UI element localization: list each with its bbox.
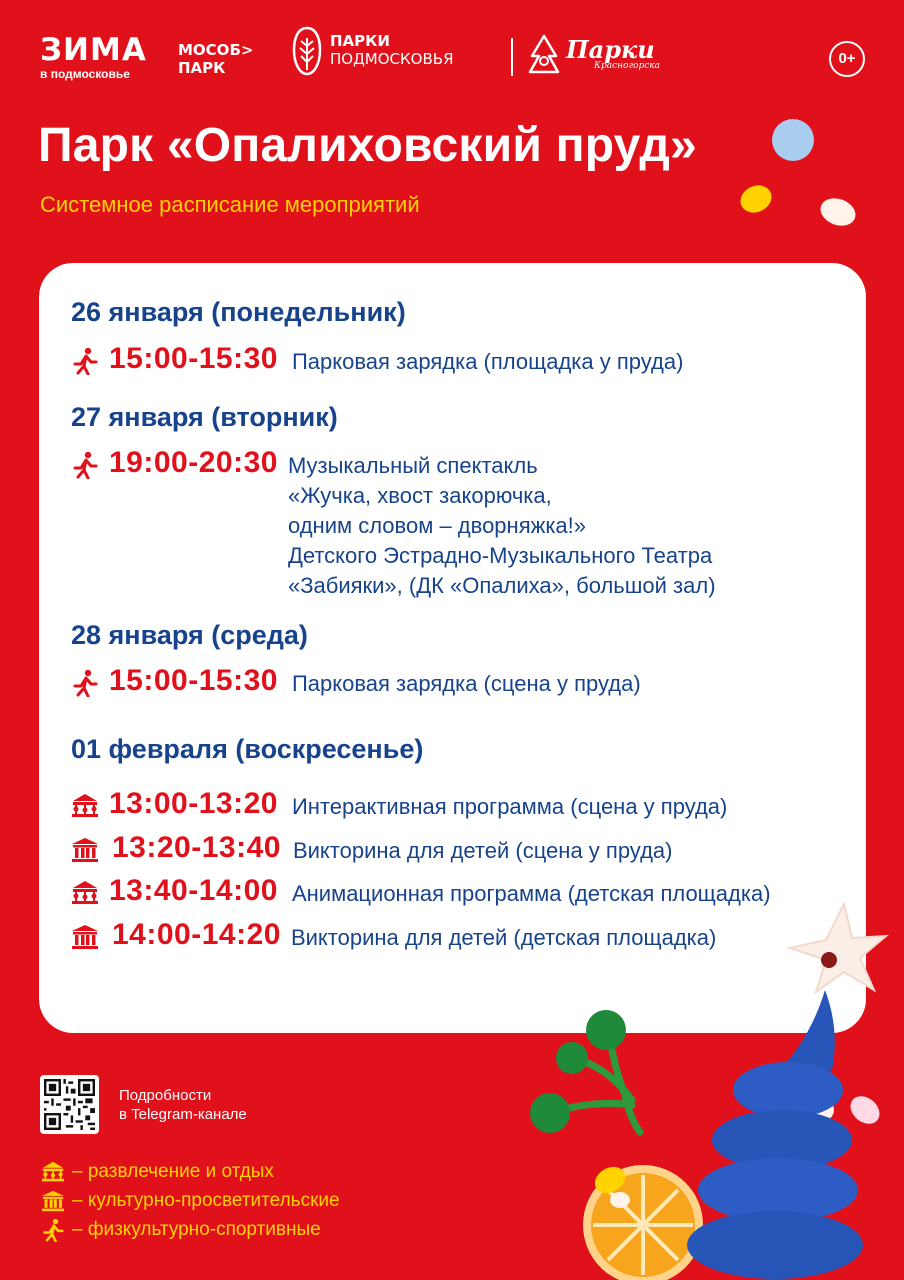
event-description bbox=[288, 451, 716, 601]
running-person-icon bbox=[40, 1219, 66, 1241]
decor-dot-white bbox=[817, 194, 860, 231]
mosobpark-logo-line1: МОСОБ> bbox=[178, 41, 254, 59]
parki-krasnogorska-logo bbox=[528, 34, 660, 76]
day-heading: 28 января (среда) bbox=[71, 620, 308, 650]
event-time: 13:20-13:40 bbox=[112, 831, 281, 864]
krasnogorsk-logo-script: Парки bbox=[566, 35, 655, 64]
event-time: 13:00-13:20 bbox=[109, 787, 278, 820]
day-heading: 27 января (вторник) bbox=[71, 402, 338, 432]
decor-dot-yellow bbox=[736, 180, 776, 217]
legend-text: – развлечение и отдых bbox=[72, 1161, 274, 1182]
event-description-line: Парковая зарядка (площадка у пруда) bbox=[291, 349, 684, 374]
event-description-line: Викторина для детей (сцена у пруда) bbox=[292, 838, 673, 863]
event-row bbox=[70, 342, 683, 377]
age-rating-badge: 0+ bbox=[829, 41, 865, 77]
christmas-tree-icon bbox=[528, 34, 560, 76]
page-title: Парк «Опалиховский пруд» bbox=[38, 119, 697, 172]
event-time: 19:00-20:30 bbox=[109, 446, 278, 479]
event-description-line: Анимационная программа (детская площадка) bbox=[291, 881, 771, 906]
event-row bbox=[70, 831, 672, 866]
parki-logo-line2: ПОДМОСКОВЬЯ bbox=[330, 50, 454, 68]
museum-icon bbox=[40, 1190, 66, 1212]
zima-logo bbox=[40, 34, 147, 81]
carousel-icon bbox=[70, 791, 100, 821]
day-heading: 01 февраля (воскресенье) bbox=[71, 734, 424, 764]
carousel-icon bbox=[70, 878, 100, 908]
decor-dot-blue bbox=[772, 119, 814, 161]
event-row bbox=[70, 446, 716, 601]
event-description-line: Викторина для детей (детская площадка) bbox=[290, 925, 717, 950]
parki-logo-line1: ПАРКИ bbox=[330, 32, 390, 50]
event-time: 15:00-15:30 bbox=[109, 664, 278, 697]
event-description-line: Музыкальный спектакль bbox=[287, 453, 538, 478]
event-description-line: Детского Эстрадно-Музыкального Театра bbox=[287, 543, 713, 568]
legend-text: – культурно-просветительские bbox=[72, 1190, 340, 1211]
running-person-icon bbox=[70, 346, 100, 376]
event-description bbox=[292, 347, 683, 377]
legend-text: – физкультурно-спортивные bbox=[72, 1219, 321, 1240]
legend-item bbox=[40, 1190, 340, 1212]
carousel-icon bbox=[40, 1161, 66, 1183]
event-description bbox=[292, 792, 727, 822]
page-subtitle: Системное расписание мероприятий bbox=[40, 192, 420, 217]
telegram-details-text bbox=[119, 1086, 247, 1124]
event-description-line: «Забияки», (ДК «Опалиха», большой зал) bbox=[287, 573, 716, 598]
mosobpark-logo bbox=[178, 41, 253, 77]
details-line1: Подробности bbox=[119, 1087, 212, 1104]
event-description-line: одним словом – дворняжка!» bbox=[287, 513, 587, 538]
event-row bbox=[70, 787, 727, 822]
event-time: 14:00-14:20 bbox=[112, 918, 281, 951]
event-description-line: Парковая зарядка (сцена у пруда) bbox=[291, 671, 641, 696]
museum-icon bbox=[70, 835, 100, 865]
telegram-qr-code[interactable] bbox=[40, 1075, 99, 1134]
parki-podmoskovya-logo bbox=[292, 24, 454, 76]
museum-icon bbox=[70, 922, 100, 952]
legend-item bbox=[40, 1161, 274, 1183]
running-person-icon bbox=[70, 450, 100, 480]
krasnogorsk-logo-small: Красногорска bbox=[594, 61, 660, 71]
event-description bbox=[292, 669, 641, 699]
running-person-icon bbox=[70, 668, 100, 698]
details-line2: в Telegram-канале bbox=[119, 1106, 247, 1123]
event-time: 15:00-15:30 bbox=[109, 342, 278, 375]
logo-divider bbox=[511, 38, 513, 76]
day-heading: 26 января (понедельник) bbox=[71, 297, 406, 327]
event-row bbox=[70, 664, 641, 699]
event-description bbox=[293, 836, 673, 866]
qr-code-icon bbox=[44, 1079, 95, 1130]
decorative-illustration bbox=[520, 900, 904, 1280]
mosobpark-logo-line2: ПАРК bbox=[178, 59, 226, 77]
legend-item bbox=[40, 1219, 321, 1241]
zima-logo-title: ЗИМА bbox=[40, 32, 147, 68]
leaf-mitten-icon bbox=[292, 24, 322, 76]
event-time: 13:40-14:00 bbox=[109, 874, 278, 907]
event-description-line: «Жучка, хвост закорючка, bbox=[287, 483, 552, 508]
zima-logo-subtitle: в подмосковье bbox=[40, 67, 130, 81]
event-description-line: Интерактивная программа (сцена у пруда) bbox=[291, 794, 728, 819]
